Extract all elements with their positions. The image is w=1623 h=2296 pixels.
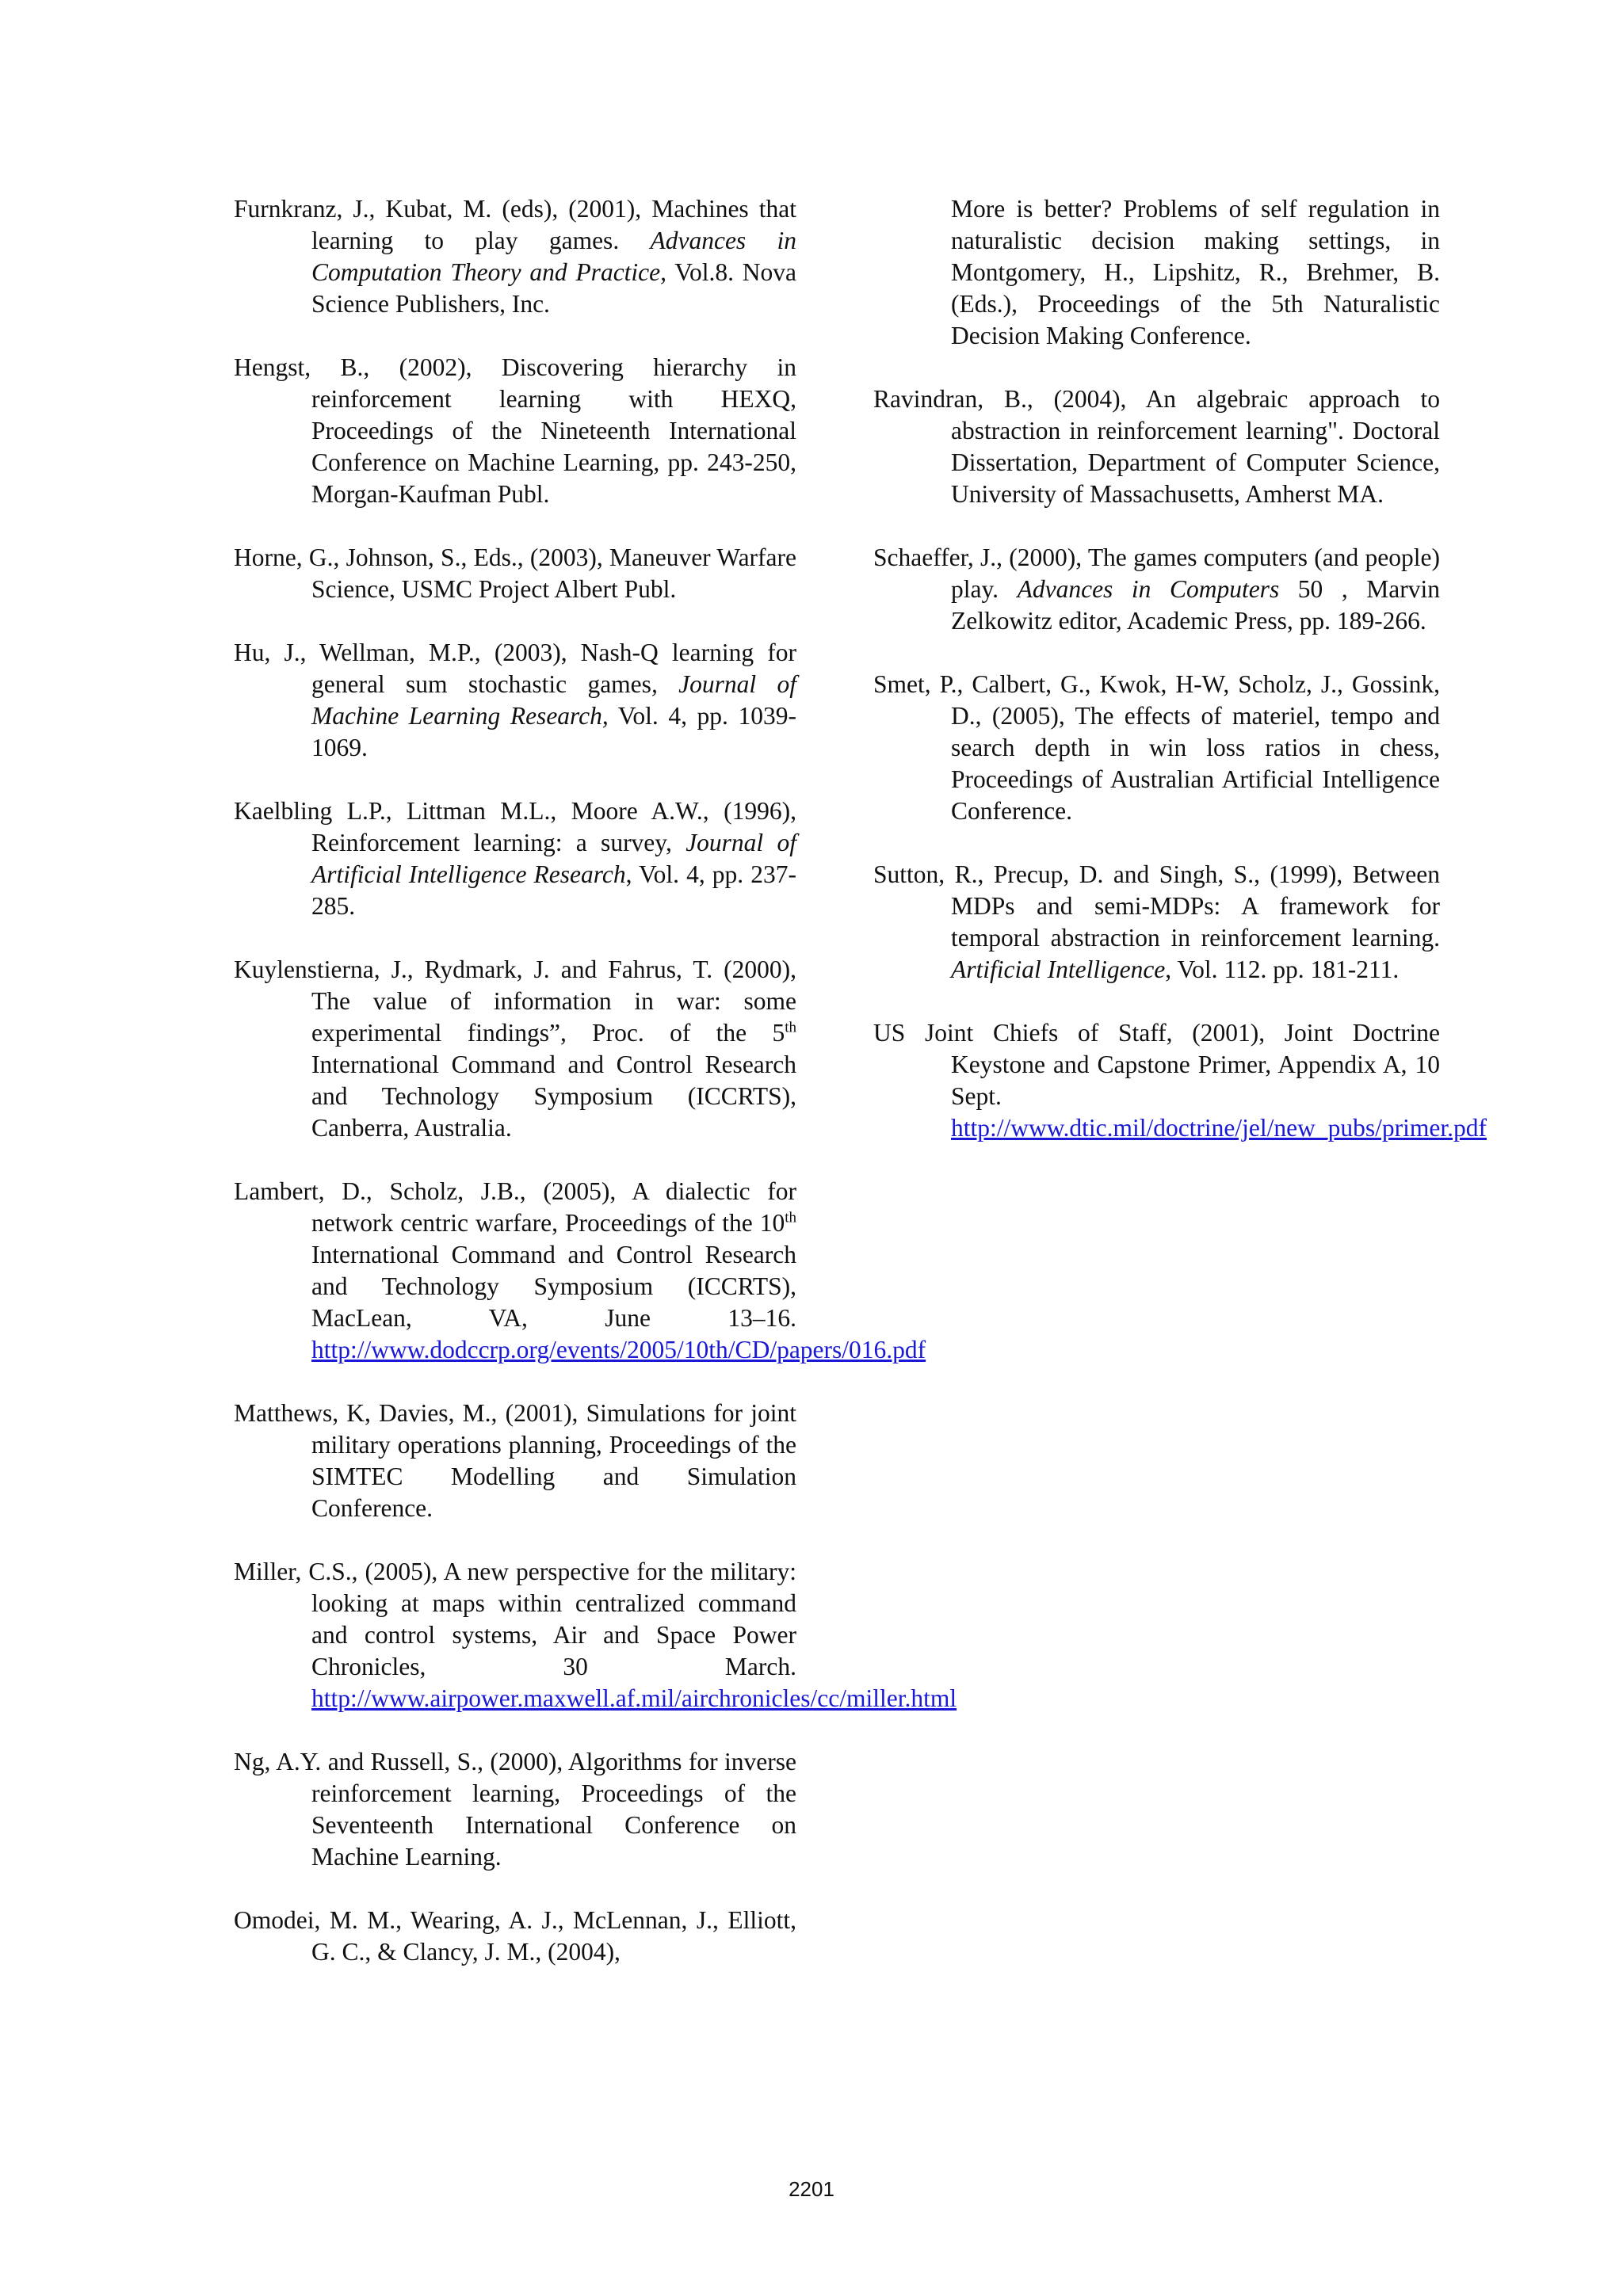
reference-us-joint-chiefs: US Joint Chiefs of Staff, (2001), Joint Doctrine Keystone and Capstone Primer, Appendix A, 10 Sept. http://www.dtic.mil/doctrine/jel/new_pubs/primer.pdf [873, 1019, 1487, 1142]
reference-ravindran: Ravindran, B., (2004), An algebraic approach to abstraction in reinforcement learning". Doctoral Dissertation, Department of Computer Science, University of Massachusetts, Amherst MA. [873, 385, 1440, 508]
reference-omodei: Omodei, M. M., Wearing, A. J., McLennan, J., Elliott, G. C., & Clancy, J. M., (2004), [234, 1906, 796, 1966]
reference-matthews: Matthews, K, Davies, M., (2001), Simulations for joint military operations planning, Proceedings of the SIMTEC Modelling and Simulation Conference. [234, 1399, 796, 1522]
reference-furnkranz: Furnkranz, J., Kubat, M. (eds), (2001), Machines that learning to play games. Advances in Computation Theory and Practice, Vol.8. Nova Science Publishers, Inc. [234, 195, 796, 318]
reference-sutton: Sutton, R., Precup, D. and Singh, S., (1999), Between MDPs and semi-MDPs: A framework for temporal abstraction in reinforcement learning. Artificial Intelligence, Vol. 112. pp. 181-211. [873, 860, 1440, 983]
reference-link-airpower[interactable]: http://www.airpower.maxwell.af.mil/airchronicles/cc/miller.html [311, 1684, 957, 1712]
reference-ng: Ng, A.Y. and Russell, S., (2000), Algorithms for inverse reinforcement learning, Proceedings of the Seventeenth International Conference on Machine Learning. [234, 1748, 796, 1871]
reference-kaelbling: Kaelbling L.P., Littman M.L., Moore A.W., (1996), Reinforcement learning: a survey, Journal of Artificial Intelligence Research, Vol. 4, pp. 237-285. [234, 797, 796, 920]
left-column [234, 193, 957, 2000]
reference-lambert: Lambert, D., Scholz, J.B., (2005), A dialectic for network centric warfare, Proceedings of the 10th International Command and Control Research and Technology Symposium (ICCRTS), MacLean, VA, June 13–16. http://www.dodccrp.org/events/2005/10th/CD/papers/016.pdf [234, 1177, 926, 1363]
reference-hengst: Hengst, B., (2002), Discovering hierarchy in reinforcement learning with HEXQ, Proceedings of the Nineteenth International Conference on Machine Learning, pp. 243-250, Morgan-Kaufman Publ. [234, 353, 796, 508]
reference-link-dtic[interactable]: http://www.dtic.mil/doctrine/jel/new_pubs/primer.pdf [951, 1114, 1487, 1142]
reference-kuylenstierna: Kuylenstierna, J., Rydmark, J. and Fahrus, T. (2000), The value of information in war: some experimental findings”, Proc. of the 5th International Command and Control Research and Technology Symposium (ICCRTS), Canberra, Australia. [234, 955, 796, 1142]
reference-hu: Hu, J., Wellman, M.P., (2003), Nash-Q learning for general sum stochastic games, Journal of Machine Learning Research, Vol. 4, pp. 1039-1069. [234, 639, 796, 761]
reference-link-dodccrp[interactable]: http://www.dodccrp.org/events/2005/10th/CD/papers/016.pdf [311, 1336, 926, 1363]
reference-miller: Miller, C.S., (2005), A new perspective for the military: looking at maps within centralized command and control systems, Air and Space Power Chronicles, 30 March. http://www.airpower.maxwell.af.mil/airchronicles/cc/miller.html [234, 1558, 957, 1712]
right-column [873, 193, 1487, 1176]
page-number: 2201 [789, 2177, 834, 2201]
reference-schaeffer: Schaeffer, J., (2000), The games computers (and people) play. Advances in Computers 50 , Marvin Zelkowitz editor, Academic Press, pp. 189-266. [873, 543, 1440, 635]
reference-omodei-continued: More is better? Problems of self regulation in naturalistic decision making settings, in Montgomery, H., Lipshitz, R., Brehmer, B. (Eds.), Proceedings of the 5th Naturalistic Decision Making Conference. [951, 195, 1440, 349]
reference-horne: Horne, G., Johnson, S., Eds., (2003), Maneuver Warfare Science, USMC Project Albert Publ. [234, 543, 796, 603]
reference-smet: Smet, P., Calbert, G., Kwok, H-W, Scholz, J., Gossink, D., (2005), The effects of materiel, tempo and search depth in win loss ratios in chess, Proceedings of Australian Artificial Intelligence Conference. [873, 670, 1440, 825]
